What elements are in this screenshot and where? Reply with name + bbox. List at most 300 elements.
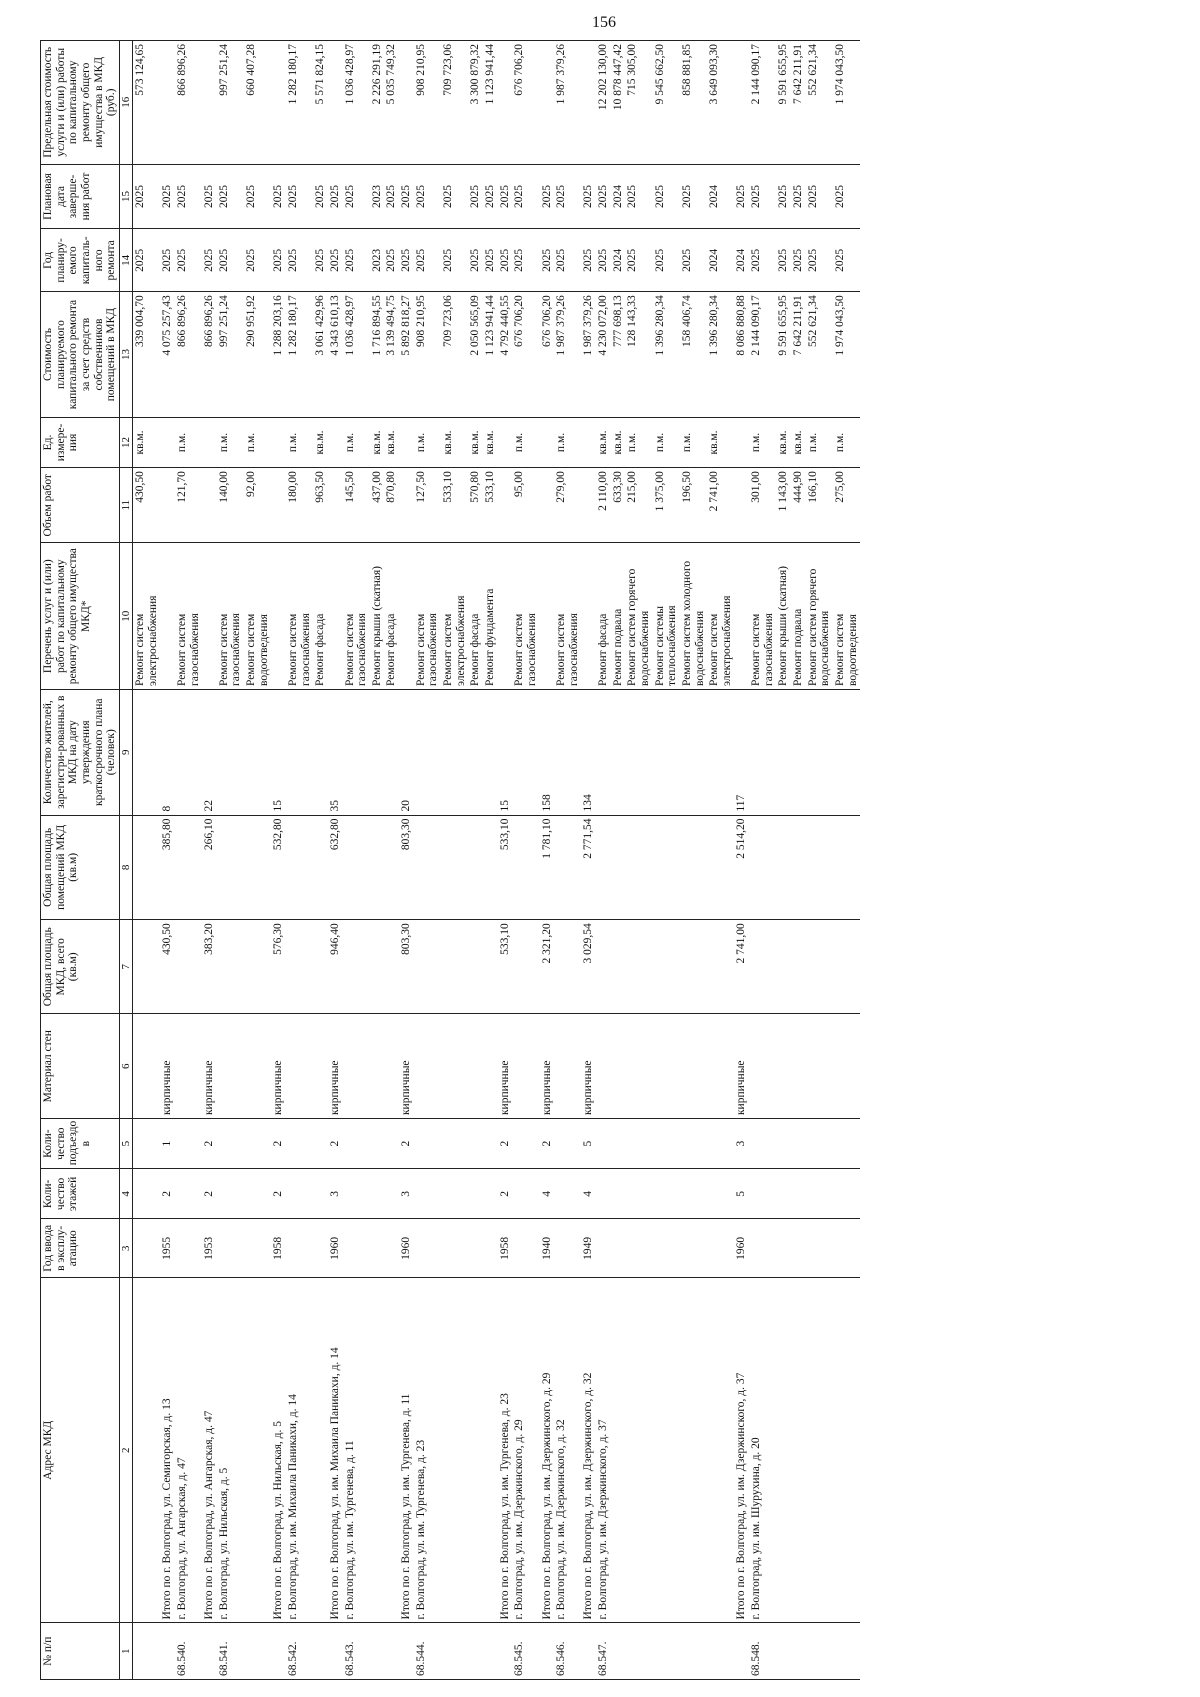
table-cell-c13: 908 210,95 xyxy=(414,292,441,418)
table-cell-c6: кирпичные xyxy=(581,1014,596,1119)
table-cell-c4 xyxy=(680,1169,707,1219)
table-cell-c3 xyxy=(370,1219,385,1278)
table-cell-c13: 4 343 610,13 xyxy=(328,292,343,418)
header-cell: Перечень услуг и (или) работ по капитальному ремонту общего имущества МКД* xyxy=(41,543,120,690)
table-cell-c6: кирпичные xyxy=(328,1014,343,1119)
table-cell-c3 xyxy=(806,1219,833,1278)
table-cell-c11 xyxy=(271,468,286,543)
table-cell-c11 xyxy=(498,468,513,543)
header-cell: Адрес МКД xyxy=(41,1278,120,1623)
table-cell-c15: 2025 xyxy=(806,164,833,229)
table-row xyxy=(749,41,776,1680)
table-cell-c3 xyxy=(596,1219,611,1278)
table-cell-c1 xyxy=(680,1623,707,1680)
column-number: 6 xyxy=(119,1014,132,1119)
table-cell-c2: г. Волгоград, ул. им. Тургенева, д. 23 xyxy=(414,1278,441,1623)
table-cell-c5: 2 xyxy=(498,1119,513,1169)
table-cell-c4 xyxy=(611,1169,626,1219)
table-cell-c7 xyxy=(468,920,483,1014)
table-cell-c6 xyxy=(625,1014,652,1119)
table-cell-c4: 3 xyxy=(328,1169,343,1219)
column-number: 9 xyxy=(119,689,132,815)
table-cell-c11 xyxy=(328,468,343,543)
table-cell-c9: 117 xyxy=(734,689,749,815)
table-cell-c12: кв.м. xyxy=(776,417,791,467)
table-cell-c4 xyxy=(512,1169,539,1219)
table-cell-c10: Ремонт систем газоснабжения xyxy=(554,543,581,690)
table-cell-c14: 2025 xyxy=(776,229,791,292)
table-cell-c16: 908 210,95 xyxy=(414,41,441,165)
table-cell-c14: 2025 xyxy=(749,229,776,292)
table-cell-c4 xyxy=(175,1169,202,1219)
table-cell-c11: 140,00 xyxy=(217,468,244,543)
table-cell-c3 xyxy=(217,1219,244,1278)
table-cell-c15: 2025 xyxy=(217,164,244,229)
table-cell-c8 xyxy=(217,815,244,920)
table-cell-c10: Ремонт систем горячего водоснабжения xyxy=(806,543,833,690)
table-cell-c10: Ремонт фасада xyxy=(468,543,483,690)
table-row xyxy=(202,41,217,1680)
table-cell-c9: 35 xyxy=(328,689,343,815)
table-cell-c12 xyxy=(399,417,414,467)
header-cell: Плановая дата заверше-ния работ xyxy=(41,164,120,229)
table-cell-c8 xyxy=(625,815,652,920)
table-cell-c3: 1958 xyxy=(271,1219,286,1278)
table-cell-c14: 2024 xyxy=(707,229,734,292)
table-cell-c9: 134 xyxy=(581,689,596,815)
table-cell-c4 xyxy=(370,1169,385,1219)
table-cell-c15: 2025 xyxy=(244,164,271,229)
table-cell-c8 xyxy=(707,815,734,920)
table-cell-c13: 1 987 379,26 xyxy=(581,292,596,418)
table-cell-c16: 573 124,65 xyxy=(132,41,160,165)
table-cell-c6: кирпичные xyxy=(734,1014,749,1119)
table-cell-c15: 2025 xyxy=(596,164,611,229)
table-cell-c5 xyxy=(791,1119,806,1169)
table-cell-c16: 858 881,85 xyxy=(680,41,707,165)
table-cell-c9 xyxy=(625,689,652,815)
table-cell-c5: 1 xyxy=(160,1119,175,1169)
table-cell-c2: г. Волгоград, ул. Нильская, д. 5 xyxy=(217,1278,244,1623)
table-cell-c13: 1 974 043,50 xyxy=(833,292,860,418)
table-cell-c11: 92,00 xyxy=(244,468,271,543)
table-cell-c2: Итого по г. Волгоград, ул. им. Тургенева, д. 23 xyxy=(498,1278,513,1623)
table-cell-c3: 1949 xyxy=(581,1219,596,1278)
table-cell-c6: кирпичные xyxy=(271,1014,286,1119)
table-row xyxy=(313,41,328,1680)
table-cell-c5 xyxy=(707,1119,734,1169)
table-cell-c12: п.м. xyxy=(680,417,707,467)
table-cell-c11 xyxy=(734,468,749,543)
column-number: 2 xyxy=(119,1278,132,1623)
table-cell-c15: 2025 xyxy=(833,164,860,229)
table-cell-c8: 632,80 xyxy=(328,815,343,920)
table-cell-c15: 2024 xyxy=(707,164,734,229)
table-cell-c11: 870,80 xyxy=(384,468,399,543)
table-cell-c10 xyxy=(734,543,749,690)
table-cell-c16 xyxy=(271,41,286,165)
table-cell-c12: кв.м. xyxy=(791,417,806,467)
table-cell-c4: 5 xyxy=(734,1169,749,1219)
table-cell-c4: 4 xyxy=(581,1169,596,1219)
table-cell-c15: 2025 xyxy=(776,164,791,229)
table-cell-c5 xyxy=(596,1119,611,1169)
table-cell-c7 xyxy=(175,920,202,1014)
table-cell-c5: 2 xyxy=(399,1119,414,1169)
table-cell-c13: 5 892 818,27 xyxy=(399,292,414,418)
table-cell-c14: 2025 xyxy=(540,229,555,292)
table-cell-c10: Ремонт фасада xyxy=(384,543,399,690)
column-number: 14 xyxy=(119,229,132,292)
table-cell-c10: Ремонт систем водоотведения xyxy=(833,543,860,690)
table-cell-c9: 20 xyxy=(399,689,414,815)
table-cell-c15: 2025 xyxy=(749,164,776,229)
table-cell-c1 xyxy=(370,1623,385,1680)
table-cell-c8: 2 771,54 xyxy=(581,815,596,920)
table-cell-c13: 1 396 280,34 xyxy=(653,292,680,418)
table-cell-c4 xyxy=(833,1169,860,1219)
table-cell-c7: 576,30 xyxy=(271,920,286,1014)
table-cell-c1: 68.542. xyxy=(286,1623,313,1680)
table-cell-c12: п.м. xyxy=(625,417,652,467)
table-cell-c14: 2025 xyxy=(791,229,806,292)
table-cell-c12: кв.м. xyxy=(370,417,385,467)
table-cell-c6: кирпичные xyxy=(540,1014,555,1119)
table-cell-c3 xyxy=(132,1219,160,1278)
column-number: 15 xyxy=(119,164,132,229)
table-cell-c7: 533,10 xyxy=(498,920,513,1014)
table-header xyxy=(41,41,133,1680)
table-cell-c9 xyxy=(611,689,626,815)
table-cell-c13: 1 716 894,55 xyxy=(370,292,385,418)
table-cell-c16: 715 305,00 xyxy=(625,41,652,165)
table-cell-c7 xyxy=(776,920,791,1014)
table-cell-c2: Итого по г. Волгоград, ул. им. Дзержинского, д. 37 xyxy=(734,1278,749,1623)
table-cell-c7 xyxy=(749,920,776,1014)
table-cell-c14: 2025 xyxy=(328,229,343,292)
table-cell-c9 xyxy=(370,689,385,815)
table-cell-c1 xyxy=(653,1623,680,1680)
table-cell-c8 xyxy=(414,815,441,920)
table-cell-c15: 2025 xyxy=(468,164,483,229)
table-cell-c15: 2025 xyxy=(399,164,414,229)
header-cell: Материал стен xyxy=(41,1014,120,1119)
table-cell-c10: Ремонт подвала xyxy=(611,543,626,690)
table-cell-c15: 2025 xyxy=(512,164,539,229)
table-cell-c3 xyxy=(680,1219,707,1278)
table-cell-c13: 4 792 440,55 xyxy=(498,292,513,418)
table-cell-c12: п.м. xyxy=(414,417,441,467)
table-cell-c11: 279,00 xyxy=(554,468,581,543)
table-cell-c6 xyxy=(776,1014,791,1119)
table-cell-c6 xyxy=(343,1014,370,1119)
table-cell-c10: Ремонт систем газоснабжения xyxy=(512,543,539,690)
table-cell-c1 xyxy=(384,1623,399,1680)
table-cell-c5: 2 xyxy=(202,1119,217,1169)
table-cell-c4: 2 xyxy=(160,1169,175,1219)
table-cell-c13: 128 143,33 xyxy=(625,292,652,418)
table-cell-c10: Ремонт фасада xyxy=(313,543,328,690)
table-cell-c8 xyxy=(244,815,271,920)
table-cell-c1 xyxy=(707,1623,734,1680)
table-cell-c13: 552 621,34 xyxy=(806,292,833,418)
table-cell-c4: 4 xyxy=(540,1169,555,1219)
table-cell-c15: 2025 xyxy=(132,164,160,229)
header-cell: Общая площадь МКД, всего (кв.м) xyxy=(41,920,120,1014)
table-cell-c8: 532,80 xyxy=(271,815,286,920)
table-cell-c4 xyxy=(441,1169,468,1219)
table-cell-c4 xyxy=(653,1169,680,1219)
table-cell-c1 xyxy=(776,1623,791,1680)
table-cell-c8 xyxy=(343,815,370,920)
table-cell-c5 xyxy=(384,1119,399,1169)
table-cell-c9 xyxy=(512,689,539,815)
table-cell-c12: п.м. xyxy=(175,417,202,467)
table-cell-c5 xyxy=(776,1119,791,1169)
table-cell-c1: 68.548. xyxy=(749,1623,776,1680)
table-cell-c11: 633,30 xyxy=(611,468,626,543)
table-cell-c9 xyxy=(707,689,734,815)
table-row xyxy=(414,41,441,1680)
table-cell-c8 xyxy=(611,815,626,920)
table-cell-c10: Ремонт фасада xyxy=(596,543,611,690)
table-cell-c4: 2 xyxy=(202,1169,217,1219)
table-cell-c6 xyxy=(596,1014,611,1119)
column-number: 11 xyxy=(119,468,132,543)
table-cell-c5: 3 xyxy=(734,1119,749,1169)
table-row xyxy=(175,41,202,1680)
table-cell-c13: 4 075 257,43 xyxy=(160,292,175,418)
table-cell-c3 xyxy=(611,1219,626,1278)
table-row xyxy=(468,41,483,1680)
header-cell: № п/п xyxy=(41,1623,120,1680)
table-row xyxy=(707,41,734,1680)
table-cell-c1 xyxy=(468,1623,483,1680)
table-cell-c3 xyxy=(776,1219,791,1278)
table-cell-c14: 2025 xyxy=(833,229,860,292)
table-cell-c3 xyxy=(554,1219,581,1278)
table-cell-c5: 5 xyxy=(581,1119,596,1169)
table-cell-c16 xyxy=(581,41,596,165)
table-cell-c10: Ремонт систем газоснабжения xyxy=(286,543,313,690)
table-cell-c14: 2023 xyxy=(370,229,385,292)
table-row xyxy=(806,41,833,1680)
table-cell-c11: 166,10 xyxy=(806,468,833,543)
table-cell-c15: 2025 xyxy=(202,164,217,229)
table-cell-c10: Ремонт систем электроснабжения xyxy=(132,543,160,690)
table-cell-c12: п.м. xyxy=(806,417,833,467)
table-cell-c10 xyxy=(202,543,217,690)
header-cell: Стоимость планируемого капитального ремонта за счет средств собственников помещений в МКД xyxy=(41,292,120,418)
table-cell-c16: 7 642 211,91 xyxy=(791,41,806,165)
table-cell-c8 xyxy=(441,815,468,920)
table-cell-c10 xyxy=(160,543,175,690)
table-cell-c15: 2025 xyxy=(554,164,581,229)
column-number: 16 xyxy=(119,41,132,165)
table-cell-c3: 1960 xyxy=(328,1219,343,1278)
table-row xyxy=(271,41,286,1680)
table-cell-c3 xyxy=(313,1219,328,1278)
table-row xyxy=(370,41,385,1680)
table-cell-c2: Итого по г. Волгоград, ул. им. Тургенева, д. 11 xyxy=(399,1278,414,1623)
table-cell-c13: 8 086 880,88 xyxy=(734,292,749,418)
table-cell-c2: Итого по г. Волгоград, ул. им. Михаила Паникахи, д. 14 xyxy=(328,1278,343,1623)
table-cell-c7 xyxy=(244,920,271,1014)
table-row xyxy=(680,41,707,1680)
header-cell: Предельная стоимость услуги и (или) работы по капитальному ремонту общего имущества в МКД (руб.) xyxy=(41,41,120,165)
table-cell-c5 xyxy=(749,1119,776,1169)
table-cell-c3 xyxy=(468,1219,483,1278)
table-cell-c14: 2025 xyxy=(271,229,286,292)
table-cell-c10: Ремонт систем холодного водоснабжения xyxy=(680,543,707,690)
table-cell-c16: 5 035 749,32 xyxy=(384,41,399,165)
table-cell-c11: 2 741,00 xyxy=(707,468,734,543)
table-cell-c1 xyxy=(399,1623,414,1680)
table-cell-c11: 145,50 xyxy=(343,468,370,543)
table-cell-c7: 946,40 xyxy=(328,920,343,1014)
table-cell-c10: Ремонт фундамента xyxy=(483,543,498,690)
table-cell-c2 xyxy=(680,1278,707,1623)
table-cell-c4 xyxy=(806,1169,833,1219)
table-cell-c13: 1 036 428,97 xyxy=(343,292,370,418)
table-cell-c8 xyxy=(175,815,202,920)
table-cell-c11: 2 110,00 xyxy=(596,468,611,543)
header-cell: Год планиру-емого капиталь-ного ремонта xyxy=(41,229,120,292)
table-cell-c8: 385,80 xyxy=(160,815,175,920)
table-cell-c13: 1 282 180,17 xyxy=(286,292,313,418)
table-cell-c3: 1955 xyxy=(160,1219,175,1278)
table-cell-c3: 1960 xyxy=(734,1219,749,1278)
table-cell-c4 xyxy=(625,1169,652,1219)
table-cell-c14: 2025 xyxy=(680,229,707,292)
table-cell-c1 xyxy=(313,1623,328,1680)
table-cell-c4 xyxy=(483,1169,498,1219)
table-cell-c15: 2025 xyxy=(653,164,680,229)
table-cell-c7 xyxy=(343,920,370,1014)
table-cell-c16 xyxy=(734,41,749,165)
table-cell-c14: 2025 xyxy=(596,229,611,292)
table-cell-c12: кв.м. xyxy=(441,417,468,467)
table-cell-c14: 2025 xyxy=(384,229,399,292)
table-cell-c15: 2025 xyxy=(328,164,343,229)
table-cell-c1: 68.544. xyxy=(414,1623,441,1680)
table-cell-c10: Ремонт систем газоснабжения xyxy=(175,543,202,690)
table-cell-c4 xyxy=(343,1169,370,1219)
table-cell-c16: 709 723,06 xyxy=(441,41,468,165)
table-cell-c15: 2024 xyxy=(611,164,626,229)
table-cell-c13: 2 050 565,09 xyxy=(468,292,483,418)
table-cell-c10 xyxy=(399,543,414,690)
table-cell-c2: г. Волгоград, ул. Ангарская, д. 47 xyxy=(175,1278,202,1623)
table-cell-c15: 2025 xyxy=(414,164,441,229)
table-cell-c15: 2025 xyxy=(384,164,399,229)
column-number: 12 xyxy=(119,417,132,467)
table-cell-c1: 68.543. xyxy=(343,1623,370,1680)
table-cell-c11 xyxy=(160,468,175,543)
table-cell-c9 xyxy=(806,689,833,815)
table-cell-c12: п.м. xyxy=(217,417,244,467)
table-cell-c16 xyxy=(540,41,555,165)
table-cell-c5 xyxy=(554,1119,581,1169)
table-cell-c14: 2025 xyxy=(483,229,498,292)
table-cell-c7 xyxy=(132,920,160,1014)
table-cell-c4 xyxy=(776,1169,791,1219)
table-cell-c11: 180,00 xyxy=(286,468,313,543)
table-cell-c1 xyxy=(160,1623,175,1680)
table-cell-c15: 2025 xyxy=(175,164,202,229)
table-cell-c7 xyxy=(611,920,626,1014)
table-cell-c12: п.м. xyxy=(653,417,680,467)
table-cell-c4 xyxy=(132,1169,160,1219)
table-cell-c1 xyxy=(483,1623,498,1680)
table-cell-c1 xyxy=(611,1623,626,1680)
table-cell-c10 xyxy=(540,543,555,690)
table-cell-c14: 2025 xyxy=(554,229,581,292)
table-cell-c8 xyxy=(653,815,680,920)
table-cell-c9 xyxy=(384,689,399,815)
table-cell-c3 xyxy=(286,1219,313,1278)
capital-repair-table xyxy=(40,40,860,1680)
table-cell-c11: 196,50 xyxy=(680,468,707,543)
table-cell-c12: кв.м. xyxy=(468,417,483,467)
table-cell-c11: 963,50 xyxy=(313,468,328,543)
table-cell-c14: 2025 xyxy=(498,229,513,292)
table-cell-c9 xyxy=(343,689,370,815)
table-cell-c13: 676 706,20 xyxy=(512,292,539,418)
table-cell-c8: 266,10 xyxy=(202,815,217,920)
table-cell-c8: 533,10 xyxy=(498,815,513,920)
table-cell-c13: 866 896,26 xyxy=(175,292,202,418)
table-cell-c11: 215,00 xyxy=(625,468,652,543)
table-cell-c5 xyxy=(611,1119,626,1169)
table-cell-c8 xyxy=(776,815,791,920)
table-cell-c1 xyxy=(328,1623,343,1680)
table-row xyxy=(653,41,680,1680)
table-cell-c16: 866 896,26 xyxy=(175,41,202,165)
table-cell-c8 xyxy=(286,815,313,920)
table-cell-c14: 2025 xyxy=(806,229,833,292)
table-cell-c16 xyxy=(498,41,513,165)
table-cell-c9 xyxy=(132,689,160,815)
table-cell-c7 xyxy=(791,920,806,1014)
table-cell-c16: 676 706,20 xyxy=(512,41,539,165)
table-cell-c14: 2024 xyxy=(734,229,749,292)
table-cell-c3 xyxy=(625,1219,652,1278)
table-cell-c10: Ремонт систем газоснабжения xyxy=(414,543,441,690)
table-cell-c15: 2025 xyxy=(313,164,328,229)
table-cell-c7 xyxy=(313,920,328,1014)
table-cell-c2 xyxy=(791,1278,806,1623)
table-cell-c6 xyxy=(384,1014,399,1119)
table-cell-c6 xyxy=(653,1014,680,1119)
table-cell-c3 xyxy=(833,1219,860,1278)
table-cell-c6: кирпичные xyxy=(202,1014,217,1119)
table-cell-c2 xyxy=(132,1278,160,1623)
table-cell-c5: 2 xyxy=(540,1119,555,1169)
table-cell-c2 xyxy=(441,1278,468,1623)
table-cell-c4 xyxy=(749,1169,776,1219)
table-cell-c14: 2025 xyxy=(217,229,244,292)
table-cell-c6 xyxy=(175,1014,202,1119)
table-cell-c4 xyxy=(791,1169,806,1219)
table-cell-c6 xyxy=(217,1014,244,1119)
table-cell-c8 xyxy=(833,815,860,920)
table-cell-c12: п.м. xyxy=(749,417,776,467)
table-cell-c12: п.м. xyxy=(554,417,581,467)
table-cell-c16: 9 591 655,95 xyxy=(776,41,791,165)
column-number: 3 xyxy=(119,1219,132,1278)
table-row xyxy=(286,41,313,1680)
